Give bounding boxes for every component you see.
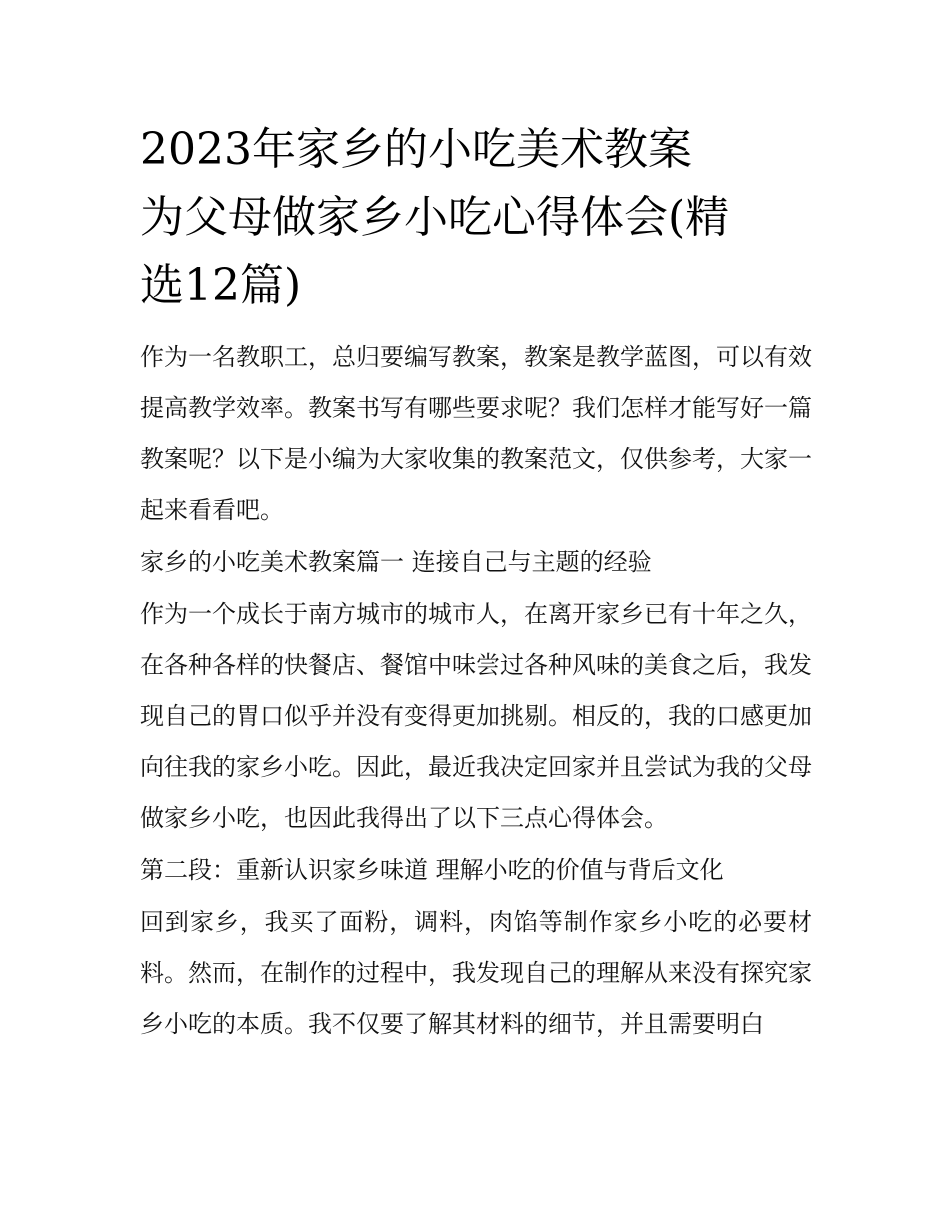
- title-line-2: 为父母做家乡小吃心得体会(精: [140, 192, 730, 243]
- title-line-3: 选12篇): [140, 260, 302, 311]
- section-heading-2: 第二段：重新认识家乡味道 理解小吃的价值与背后文化: [140, 856, 724, 884]
- body-paragraph-1: 作为一个成长于南方城市的城市人，在离开家乡已有十年之久，在各种各样的快餐店、餐馆中味尝过各种风味的美食之后，我发现自己的胃口似乎并没有变得更加挑剔。相反的，我的口感更加向往我的家乡小吃。因此，最近我决定回家并且尝试为我的父母做家乡小吃，也因此我得出了以下三点心得体会。: [140, 600, 812, 832]
- intro-paragraph: 作为一名教职工，总归要编写教案，教案是教学蓝图，可以有效提高教学效率。教案书写有哪些要求呢？我们怎样才能写好一篇教案呢？以下是小编为大家收集的教案范文，仅供参考，大家一起来看看吧。: [140, 343, 812, 524]
- document-content: [140, 116, 812, 1050]
- body-paragraph-2: 回到家乡，我买了面粉，调料，肉馅等制作家乡小吃的必要材料。然而，在制作的过程中，我发现自己的理解从来没有探究家乡小吃的本质。我不仅要了解其材料的细节，并且需要明白: [140, 908, 812, 1038]
- title-line-1: 2023年家乡的小吃美术教案: [140, 124, 692, 175]
- section-heading-1: 家乡的小吃美术教案篇一 连接自己与主题的经验: [140, 548, 652, 576]
- document-title: [140, 116, 812, 320]
